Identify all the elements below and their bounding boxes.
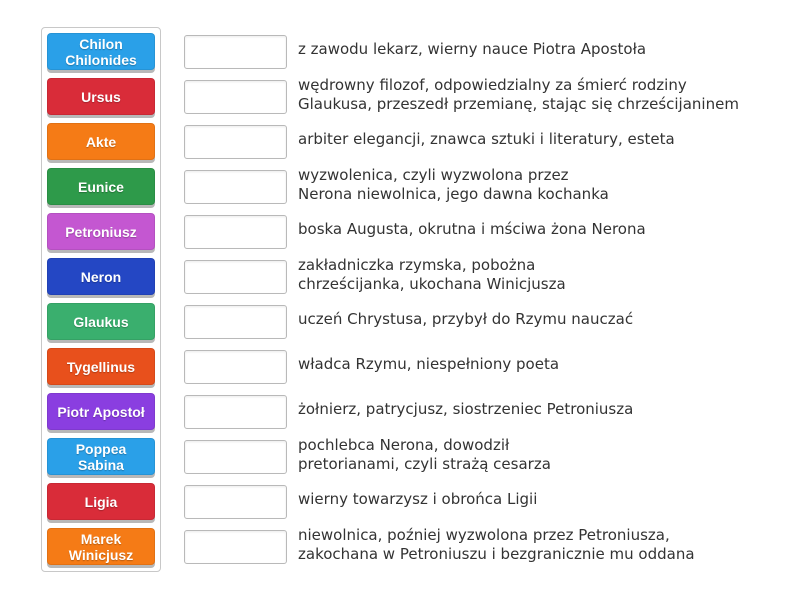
tile-piotr-apostol[interactable] — [47, 393, 155, 430]
drop-slot[interactable] — [184, 485, 287, 519]
tile-label: Ligia — [84, 493, 118, 510]
description-text: pochlebca Nerona, dowodził pretorianami, czyli strażą cesarza — [298, 436, 551, 473]
drop-slot[interactable] — [184, 35, 287, 69]
tile-marek-winicjusz[interactable] — [47, 528, 155, 565]
drop-slot[interactable] — [184, 215, 287, 249]
drop-slot[interactable] — [184, 260, 287, 294]
tile-eunice[interactable] — [47, 168, 155, 205]
tile-label: Ursus — [81, 88, 121, 105]
description-text: boska Augusta, okrutna i mściwa żona Nerona — [298, 220, 646, 238]
tile-label: Marek Winicjusz — [68, 530, 134, 563]
tile-label: Akte — [85, 133, 117, 150]
drop-slot[interactable] — [184, 170, 287, 204]
description-text: żołnierz, patrycjusz, siostrzeniec Petroniusza — [298, 400, 634, 418]
tile-label: Petroniusz — [65, 223, 137, 240]
tile-label: Piotr Apostoł — [57, 403, 145, 420]
description-text: wędrowny filozof, odpowiedzialny za śmierć rodziny Glaukusa, przeszedł przemianę, stając się chrześcijaninem — [298, 76, 739, 113]
tile-ursus[interactable] — [47, 78, 155, 115]
drop-slot[interactable] — [184, 350, 287, 384]
tile-glaukus[interactable] — [47, 303, 155, 340]
tile-label: Tygellinus — [66, 358, 136, 375]
description-text: arbiter elegancji, znawca sztuki i literatury, esteta — [298, 130, 675, 148]
description-text: uczeń Chrystusa, przybył do Rzymu nauczać — [298, 310, 634, 328]
tile-petroniusz[interactable] — [47, 213, 155, 250]
tile-label: Chilon Chilonides — [65, 35, 137, 68]
description-text: z zawodu lekarz, wierny nauce Piotra Apostoła — [298, 40, 647, 58]
tile-neron[interactable] — [47, 258, 155, 295]
drop-slot[interactable] — [184, 80, 287, 114]
tile-poppea-sabina[interactable] — [47, 438, 155, 475]
tile-label: Neron — [80, 268, 122, 285]
drop-slot[interactable] — [184, 125, 287, 159]
drop-slot[interactable] — [184, 395, 287, 429]
drop-slot[interactable] — [184, 530, 287, 564]
description-text: wierny towarzysz i obrońca Ligii — [298, 490, 538, 508]
drop-slot[interactable] — [184, 440, 287, 474]
description-text: władca Rzymu, niespełniony poeta — [298, 355, 560, 373]
tile-chilon-chilonides[interactable] — [47, 33, 155, 70]
drop-slot[interactable] — [184, 305, 287, 339]
tile-tygellinus[interactable] — [47, 348, 155, 385]
tile-label: Eunice — [78, 178, 124, 195]
tile-label: Poppea Sabina — [75, 440, 127, 473]
description-text: niewolnica, poźniej wyzwolona przez Petroniusza, zakochana w Petroniuszu i bezgranicznie mu oddana — [298, 526, 695, 563]
tile-label: Glaukus — [73, 313, 129, 330]
description-text: zakładniczka rzymska, pobożna chrześcijanka, ukochana Winicjusza — [298, 256, 566, 293]
tile-akte[interactable] — [47, 123, 155, 160]
description-text: wyzwolenica, czyli wyzwolona przez Nerona niewolnica, jego dawna kochanka — [298, 166, 609, 203]
tile-ligia[interactable] — [47, 483, 155, 520]
